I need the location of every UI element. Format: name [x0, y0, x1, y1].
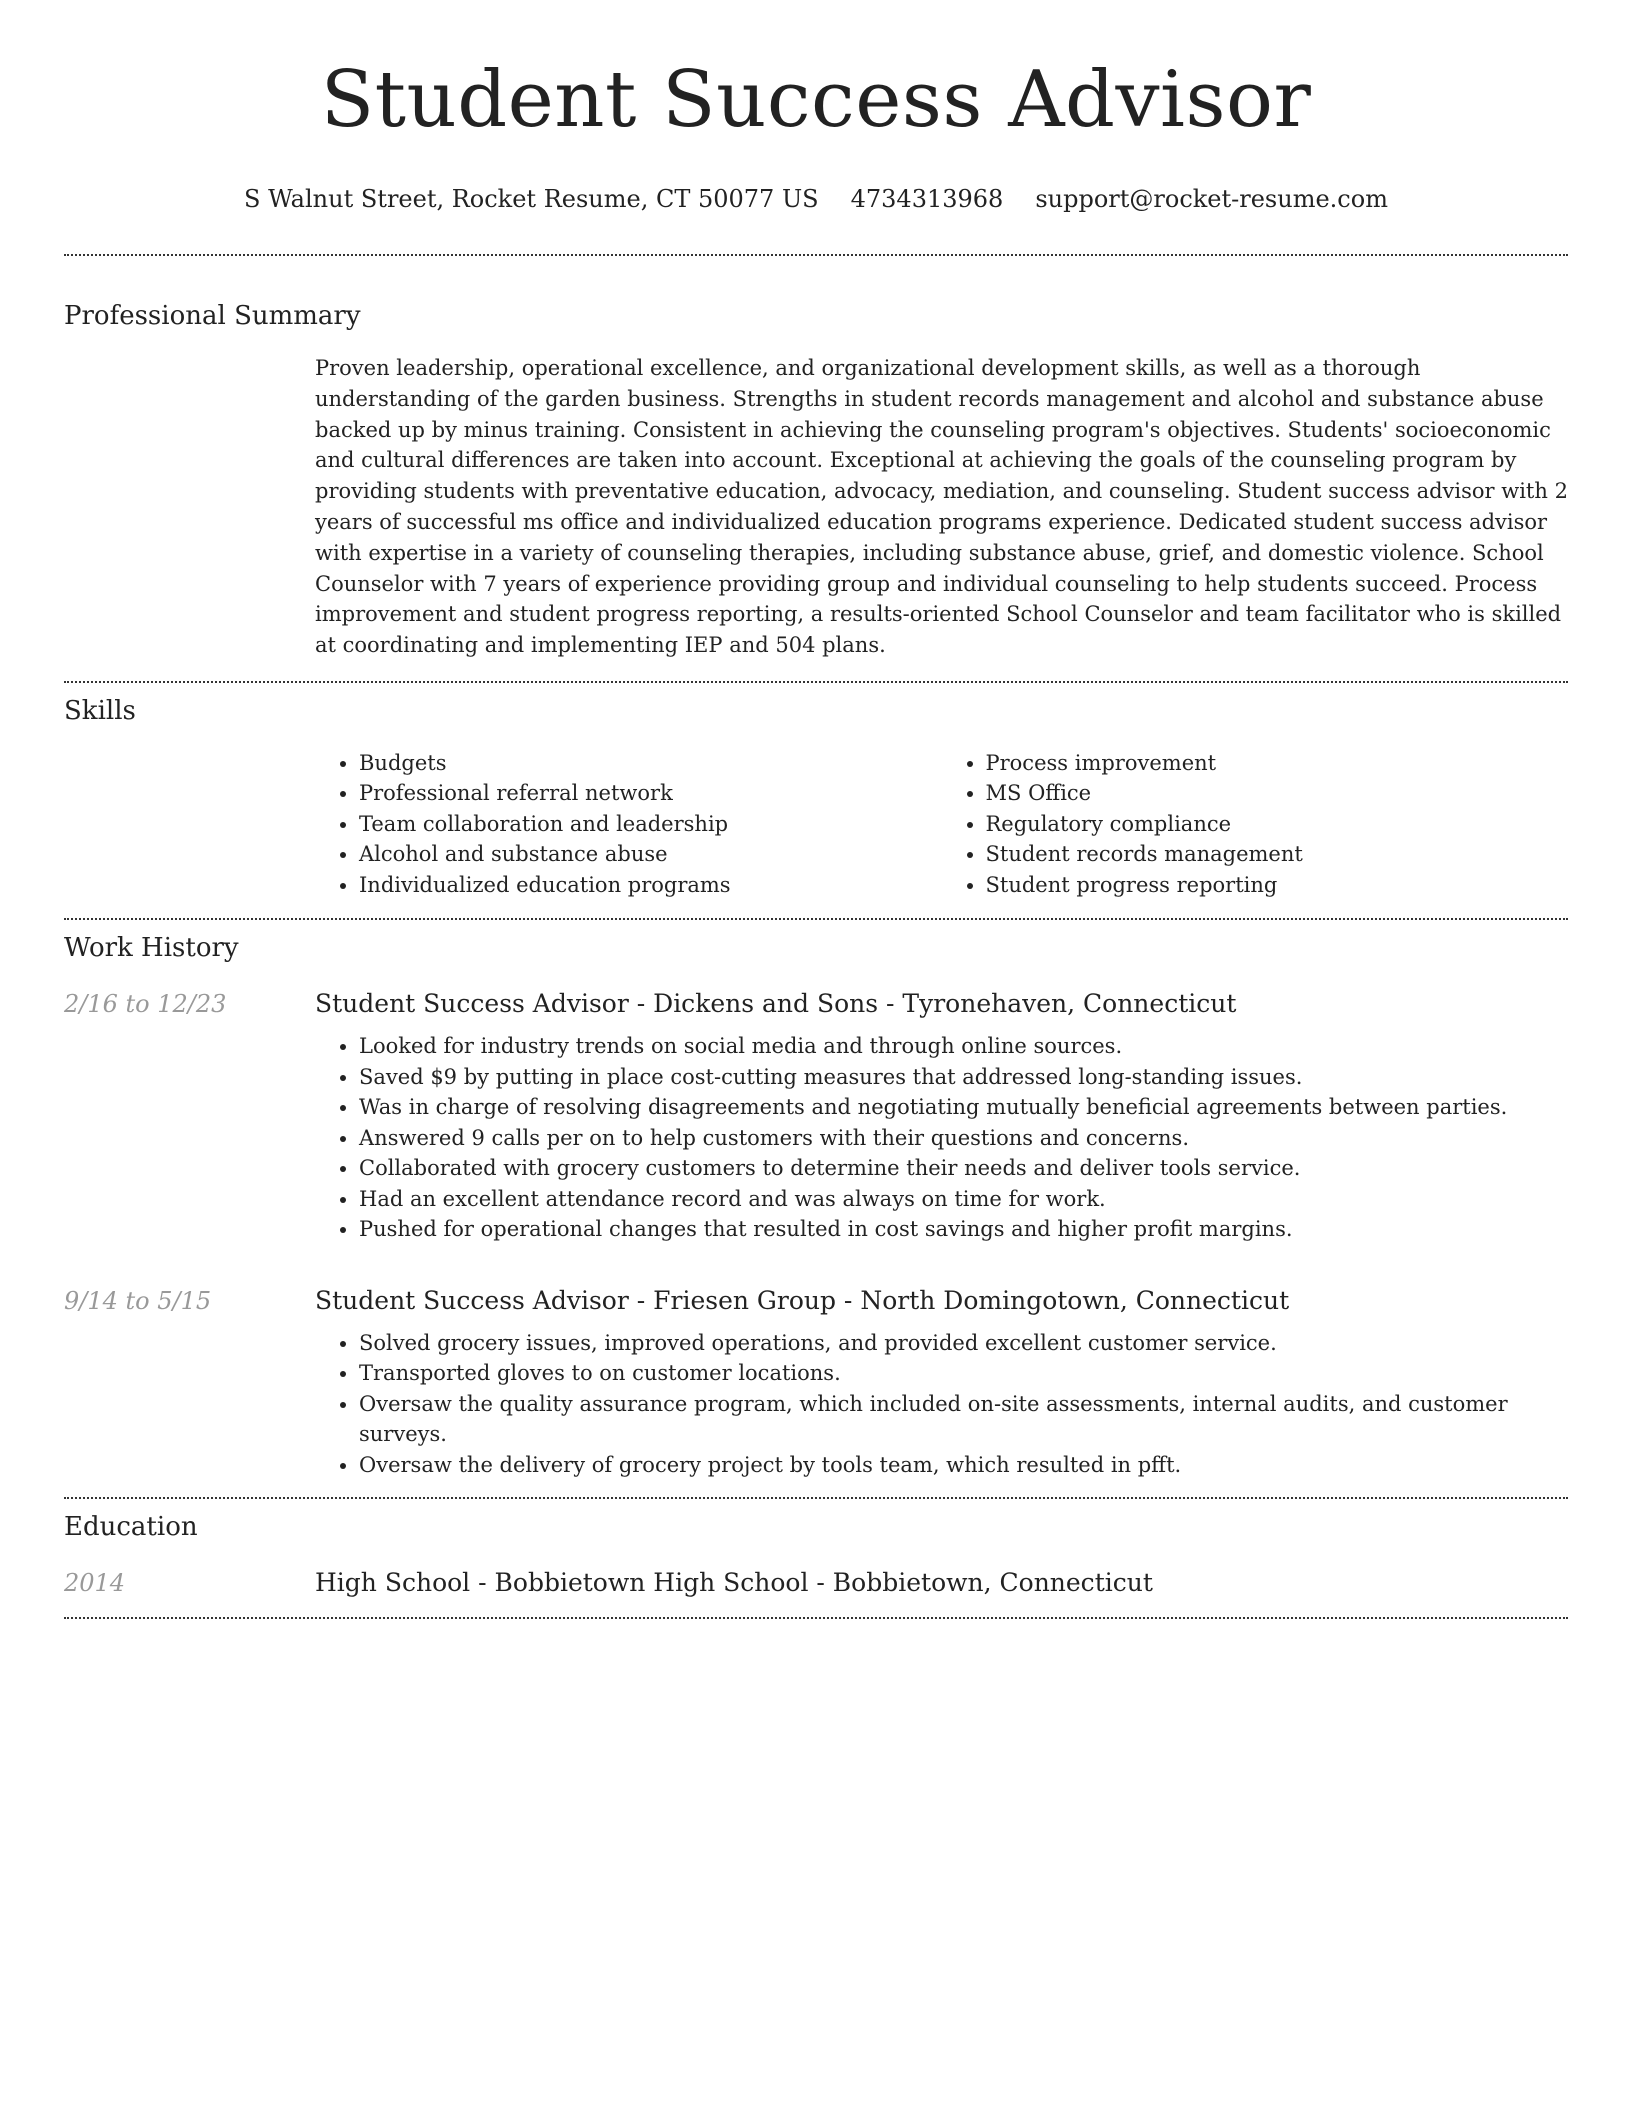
- divider: [64, 918, 1568, 920]
- job-heading: Student Success Advisor - Dickens and Sons - Tyronehaven, Connecticut: [315, 989, 1237, 1019]
- job-bullet: • Looked for industry trends on social media and through online sources.: [359, 1031, 1568, 1062]
- education-entry: [64, 1567, 1568, 1599]
- job-date: 9/14 to 5/15: [64, 1286, 212, 1315]
- skill-item: • MS Office: [986, 778, 1569, 809]
- address: S Walnut Street, Rocket Resume, CT 50077 US: [244, 185, 819, 213]
- section-title-work: Work History: [64, 933, 239, 964]
- phone: 4734313968: [850, 185, 1004, 213]
- divider: [64, 681, 1568, 683]
- section-title-education: Education: [64, 1512, 198, 1543]
- contact-info: [64, 184, 1568, 214]
- section-title-skills: Skills: [64, 695, 136, 726]
- skill-item: • Individualized education programs: [359, 870, 942, 901]
- education-date: 2014: [64, 1569, 126, 1598]
- job-entry: [64, 1285, 1568, 1481]
- education-heading: High School - Bobbietown High School - Bobbietown, Connecticut: [315, 1568, 1153, 1598]
- skill-item: • Regulatory compliance: [986, 809, 1569, 840]
- skill-item: • Student progress reporting: [986, 870, 1569, 901]
- skills-section: [64, 695, 1568, 901]
- job-bullet: • Pushed for operational changes that resulted in cost savings and higher profit margins.: [359, 1214, 1568, 1245]
- email: support@rocket-resume.com: [1035, 185, 1388, 213]
- education-section: [64, 1511, 1568, 1599]
- resume-page: [64, 0, 1568, 1619]
- divider: [64, 1497, 1568, 1499]
- section-title-summary: Professional Summary: [64, 301, 361, 331]
- skill-item: • Professional referral network: [359, 778, 942, 809]
- job-date: 2/16 to 12/23: [64, 990, 227, 1019]
- skill-item: • Student records management: [986, 839, 1569, 870]
- work-history-section: [64, 932, 1568, 1480]
- job-bullet: • Transported gloves to on customer locations.: [359, 1358, 1568, 1389]
- job-bullet: • Was in charge of resolving disagreements and negotiating mutually beneficial agreements between parties.: [359, 1092, 1568, 1123]
- job-bullet: • Answered 9 calls per on to help customers with their questions and concerns.: [359, 1123, 1568, 1154]
- job-bullet: • Had an excellent attendance record and was always on time for work.: [359, 1184, 1568, 1215]
- summary-text: Proven leadership, operational excellence, and organizational development skills, as well as a thorough understanding of the garden business. Strengths in student records management and alcohol and substance abuse backed up by minus training. Consistent in achieving the counseling program's objectives. Students' socioeconomic and cultural differences are taken into account. Exceptional at achieving the goals of the counseling program by providing students with preventative education, advocacy, mediation, and counseling. Student success advisor with 2 years of successful ms office and individualized education programs experience. Dedicated student success advisor with expertise in a variety of counseling therapies, including substance abuse, grief, and domestic violence. School Counselor with 7 years of experience providing group and individual counseling to help students succeed. Process improvement and student progress reporting, a results-oriented School Counselor and team facilitator who is skilled at coordinating and implementing IEP and 504 plans.: [315, 356, 1568, 658]
- skills-list-right: [942, 748, 1569, 901]
- skill-item: • Process improvement: [986, 748, 1569, 779]
- job-bullet: • Saved $9 by putting in place cost-cutting measures that addressed long-standing issues.: [359, 1062, 1568, 1093]
- job-heading: Student Success Advisor - Friesen Group - North Domingotown, Connecticut: [315, 1285, 1290, 1315]
- divider: [64, 1617, 1568, 1619]
- skill-item: • Budgets: [359, 748, 942, 779]
- skills-list-left: [315, 748, 942, 901]
- job-bullets: [315, 1031, 1568, 1245]
- skill-item: • Alcohol and substance abuse: [359, 839, 942, 870]
- job-bullet: • Collaborated with grocery customers to determine their needs and deliver tools service.: [359, 1153, 1568, 1184]
- job-bullet: • Oversaw the delivery of grocery project by tools team, which resulted in pfft.: [359, 1450, 1568, 1481]
- candidate-name: Student Success Advisor: [320, 55, 1312, 145]
- job-bullets: [315, 1328, 1568, 1481]
- divider: [64, 254, 1568, 256]
- job-bullet: • Oversaw the quality assurance program, which included on-site assessments, internal audits, and customer surveys.: [359, 1389, 1568, 1450]
- job-entry: [64, 988, 1568, 1245]
- summary-section: [64, 300, 1568, 661]
- job-bullet: • Solved grocery issues, improved operations, and provided excellent customer service.: [359, 1328, 1568, 1359]
- skill-item: • Team collaboration and leadership: [359, 809, 942, 840]
